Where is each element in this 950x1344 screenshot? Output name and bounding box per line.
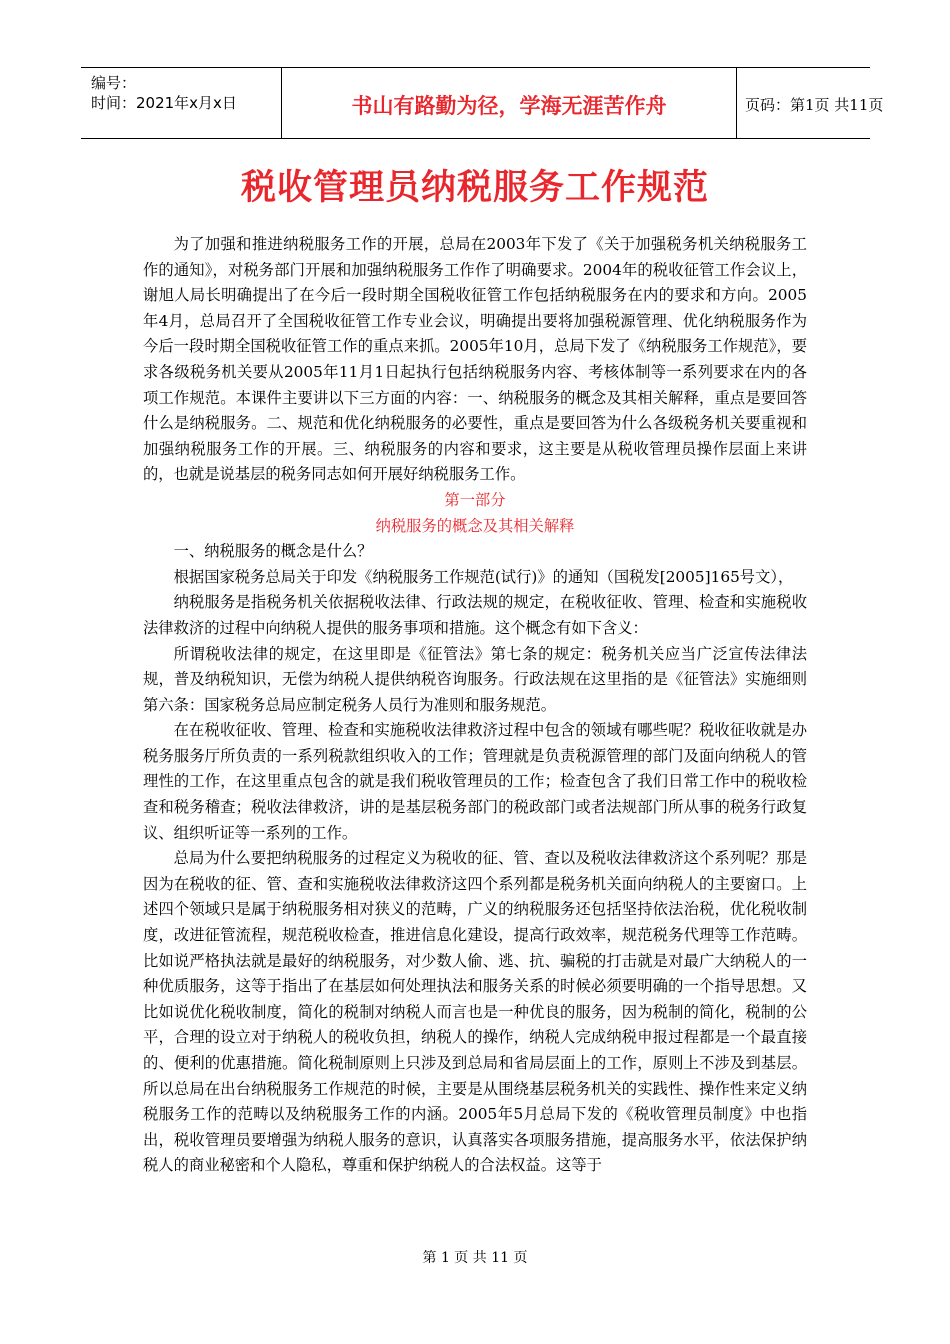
- paragraph: 根据国家税务总局关于印发《纳税服务工作规范(试行)》的通知（国税发[2005]165号文），: [173, 567, 794, 586]
- header-page-cell: [737, 68, 884, 138]
- header-motto: 书山有路勤为径，学海无涯苦作舟: [351, 94, 667, 118]
- page-footer: 第 1 页 共 11 页: [422, 1250, 528, 1266]
- header-meta-cell: [81, 68, 281, 138]
- paragraph: 所谓税收法律的规定，在这里即是《征管法》第七条的规定：税务机关应当广泛宣传法律法规，普及纳税知识，无偿为纳税人提供纳税咨询服务。行政法规在这里指的是《征管法》实施细则第六条：国家税务总局应制定税务人员行为准则和服务规范。: [143, 644, 807, 714]
- paragraph-intro: 为了加强和推进纳税服务工作的开展，总局在2003年下发了《关于加强税务机关纳税服务工作的通知》，对税务部门开展和加强纳税服务工作作了明确要求。2004年的税收征管工作会议上，谢旭人局长明确提出了在今后一段时期全国税收征管工作包括纳税服务在内的要求和方向。2005年4月，总局召开了全国税收征管工作专业会议，明确提出要将加强税源管理、优化纳税服务作为今后一段时期全国税收征管工作的重点来抓。2005年10月，总局下发了《纳税服务工作规范》，要求各级税务机关要从2005年11月1日起执行包括纳税服务内容、考核体制等一系列要求在内的各项工作规范。本课件主要讲以下三方面的内容：一、纳税服务的概念及其相关解释，重点是要回答什么是纳税服务。二、规范和优化纳税服务的必要性，重点是要回答为什么各级税务机关要重视和加强纳税服务工作的开展。三、纳税服务的内容和要求，这主要是从税收管理员操作层面上来讲的，也就是说基层的税务同志如何开展好纳税服务工作。: [143, 235, 807, 484]
- header-page-info: 页码：第1页 共11页: [745, 96, 884, 114]
- paragraph: 在在税收征收、管理、检查和实施税收法律救济过程中包含的领域有哪些呢？税收征收就是办税务服务厅所负责的一系列税款组织收入的工作；管理就是负责税源管理的部门及面向纳税人的管理性的工作，在这里重点包含的就是我们税收管理员的工作；检查包含了我们日常工作中的税收检查和税务稽查；税收法律救济，讲的是基层税务部门的税政部门或者法规部门所从事的税务行政复议、组织听证等一系列的工作。: [143, 721, 807, 842]
- document-number-label: 编号：: [91, 74, 137, 92]
- section-subheading: 纳税服务的概念及其相关解释: [375, 516, 575, 535]
- section-heading: 第一部分: [444, 490, 506, 509]
- document-body: [143, 232, 807, 1179]
- paragraph: 总局为什么要把纳税服务的过程定义为税收的征、管、查以及税收法律救济这个系列呢？那是因为在税收的征、管、查和实施税收法律救济这四个系列都是税务机关面向纳税人的主要窗口。上述四个领域只是属于纳税服务相对狭义的范畴，广义的纳税服务还包括坚持依法治税，优化税收制度，改进征管流程，规范税收检查，推进信息化建设，提高行政效率，规范税务代理等工作范畴。比如说严格执法就是最好的纳税服务，对少数人偷、逃、抗、骗税的打击就是对最广大纳税人的一种优质服务，这等于指出了在基层如何处理执法和服务关系的时候必须要明确的一个指导思想。又比如说优化税收制度，简化的税制对纳税人而言也是一种优良的服务，因为税制的简化，税制的公平，合理的设立对于纳税人的税收负担，纳税人的操作，纳税人完成纳税申报过程都是一个最直接的、便利的优惠措施。简化税制原则上只涉及到总局和省局层面上的工作，原则上不涉及到基层。所以总局在出台纳税服务工作规范的时候，主要是从围绕基层税务机关的实践性、操作性来定义纳税服务工作的范畴以及纳税服务工作的内涵。2005年5月总局下发的《税收管理员制度》中也指出，税收管理员要增强为纳税人服务的意识，认真落实各项服务措施，提高服务水平，依法保护纳税人的商业秘密和个人隐私，尊重和保护纳税人的合法权益。这等于: [143, 849, 807, 1175]
- document-time-label: 时间：2021年x月x日: [91, 94, 237, 112]
- paragraph: 纳税服务是指税务机关依据税收法律、行政法规的规定，在税收征收、管理、检查和实施税收法律救济的过程中向纳税人提供的服务事项和措施。这个概念有如下含义：: [143, 593, 807, 637]
- document-title: 税收管理员纳税服务工作规范: [240, 168, 709, 208]
- header-motto-cell: [281, 68, 737, 138]
- header-table: [81, 67, 884, 139]
- question-heading: 一、纳税服务的概念是什么？: [173, 542, 373, 561]
